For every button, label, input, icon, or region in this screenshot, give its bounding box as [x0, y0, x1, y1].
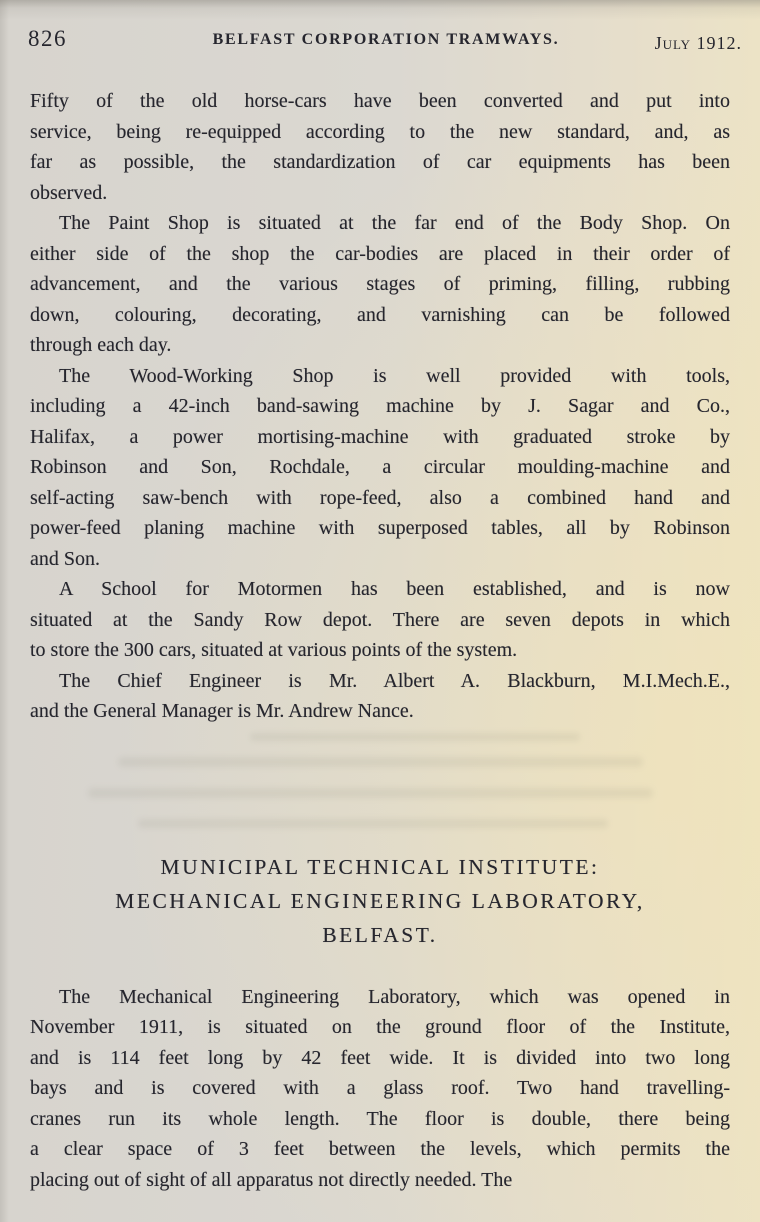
- text-line: down, colouring, decorating, and varnishing can be followed: [30, 303, 730, 326]
- text-line: advancement, and the various stages of priming, filling, rubbing: [30, 273, 730, 295]
- text-line: Halifax, a power mortising-machine with graduated stroke by: [30, 425, 730, 448]
- article-mechanical-laboratory: [30, 982, 730, 1196]
- text-line: The Wood-Working Shop is well provided with tools,: [59, 364, 730, 387]
- page-body: [30, 86, 730, 1195]
- text-line: to store the 300 cars, situated at various points of the system.: [30, 639, 518, 661]
- text-line: bays and is covered with a glass roof. Two hand travelling-: [30, 1077, 730, 1099]
- section-heading-line: MUNICIPAL TECHNICAL INSTITUTE:: [160, 854, 600, 879]
- text-line: service, being re-equipped according to the new standard, and, as: [30, 120, 730, 143]
- section-heading-line: BELFAST.: [322, 922, 438, 947]
- text-line: and is 114 feet long by 42 feet wide. It is divided into two long: [30, 1046, 730, 1069]
- text-line: The Mechanical Engineering Laboratory, which was opened in: [59, 985, 730, 1008]
- text-line: The Paint Shop is situated at the far end of the Body Shop. On: [59, 212, 730, 234]
- text-line: cranes run its whole length. The floor is double, there being: [30, 1107, 730, 1130]
- section-heading: [30, 850, 730, 952]
- text-line: and the General Manager is Mr. Andrew Nance.: [30, 700, 414, 722]
- text-line: self-acting saw-bench with rope-feed, also a combined hand and: [30, 486, 730, 509]
- text-line: including a 42-inch band-sawing machine by J. Sagar and Co.,: [30, 395, 730, 417]
- page-number: 826: [28, 26, 67, 51]
- section-heading-line: MECHANICAL ENGINEERING LABORATORY,: [115, 888, 645, 913]
- text-line: either side of the shop the car-bodies are placed in their order of: [30, 242, 730, 265]
- paragraph: [30, 86, 730, 208]
- paragraph: [30, 361, 730, 575]
- paragraph: [30, 574, 730, 666]
- running-head: [28, 26, 744, 60]
- text-line: Robinson and Son, Rochdale, a circular moulding-machine and: [30, 456, 730, 478]
- paragraph: [30, 666, 730, 727]
- article-tramways: [30, 86, 730, 727]
- text-line: The Chief Engineer is Mr. Albert A. Blackburn, M.I.Mech.E.,: [59, 669, 730, 692]
- paragraph: [30, 982, 730, 1196]
- text-line: power-feed planing machine with superposed tables, all by Robinson: [30, 517, 730, 539]
- text-line: Fifty of the old horse-cars have been converted and put into: [30, 90, 730, 112]
- text-line: placing out of sight of all apparatus not directly needed. The: [30, 1168, 513, 1191]
- text-line: November 1911, is situated on the ground floor of the Institute,: [30, 1016, 730, 1038]
- paragraph: [30, 208, 730, 361]
- text-line: situated at the Sandy Row depot. There are seven depots in which: [30, 608, 730, 631]
- running-title: BELFAST CORPORATION TRAMWAYS.: [212, 31, 560, 48]
- text-line: and Son.: [30, 547, 100, 570]
- text-line: A School for Motormen has been established, and is now: [59, 578, 730, 600]
- text-line: observed.: [30, 181, 108, 204]
- issue-date: July 1912.: [654, 33, 742, 53]
- text-line: through each day.: [30, 334, 172, 356]
- text-line: far as possible, the standardization of car equipments has been: [30, 151, 730, 173]
- text-line: a clear space of 3 feet between the levels, which permits the: [30, 1138, 730, 1160]
